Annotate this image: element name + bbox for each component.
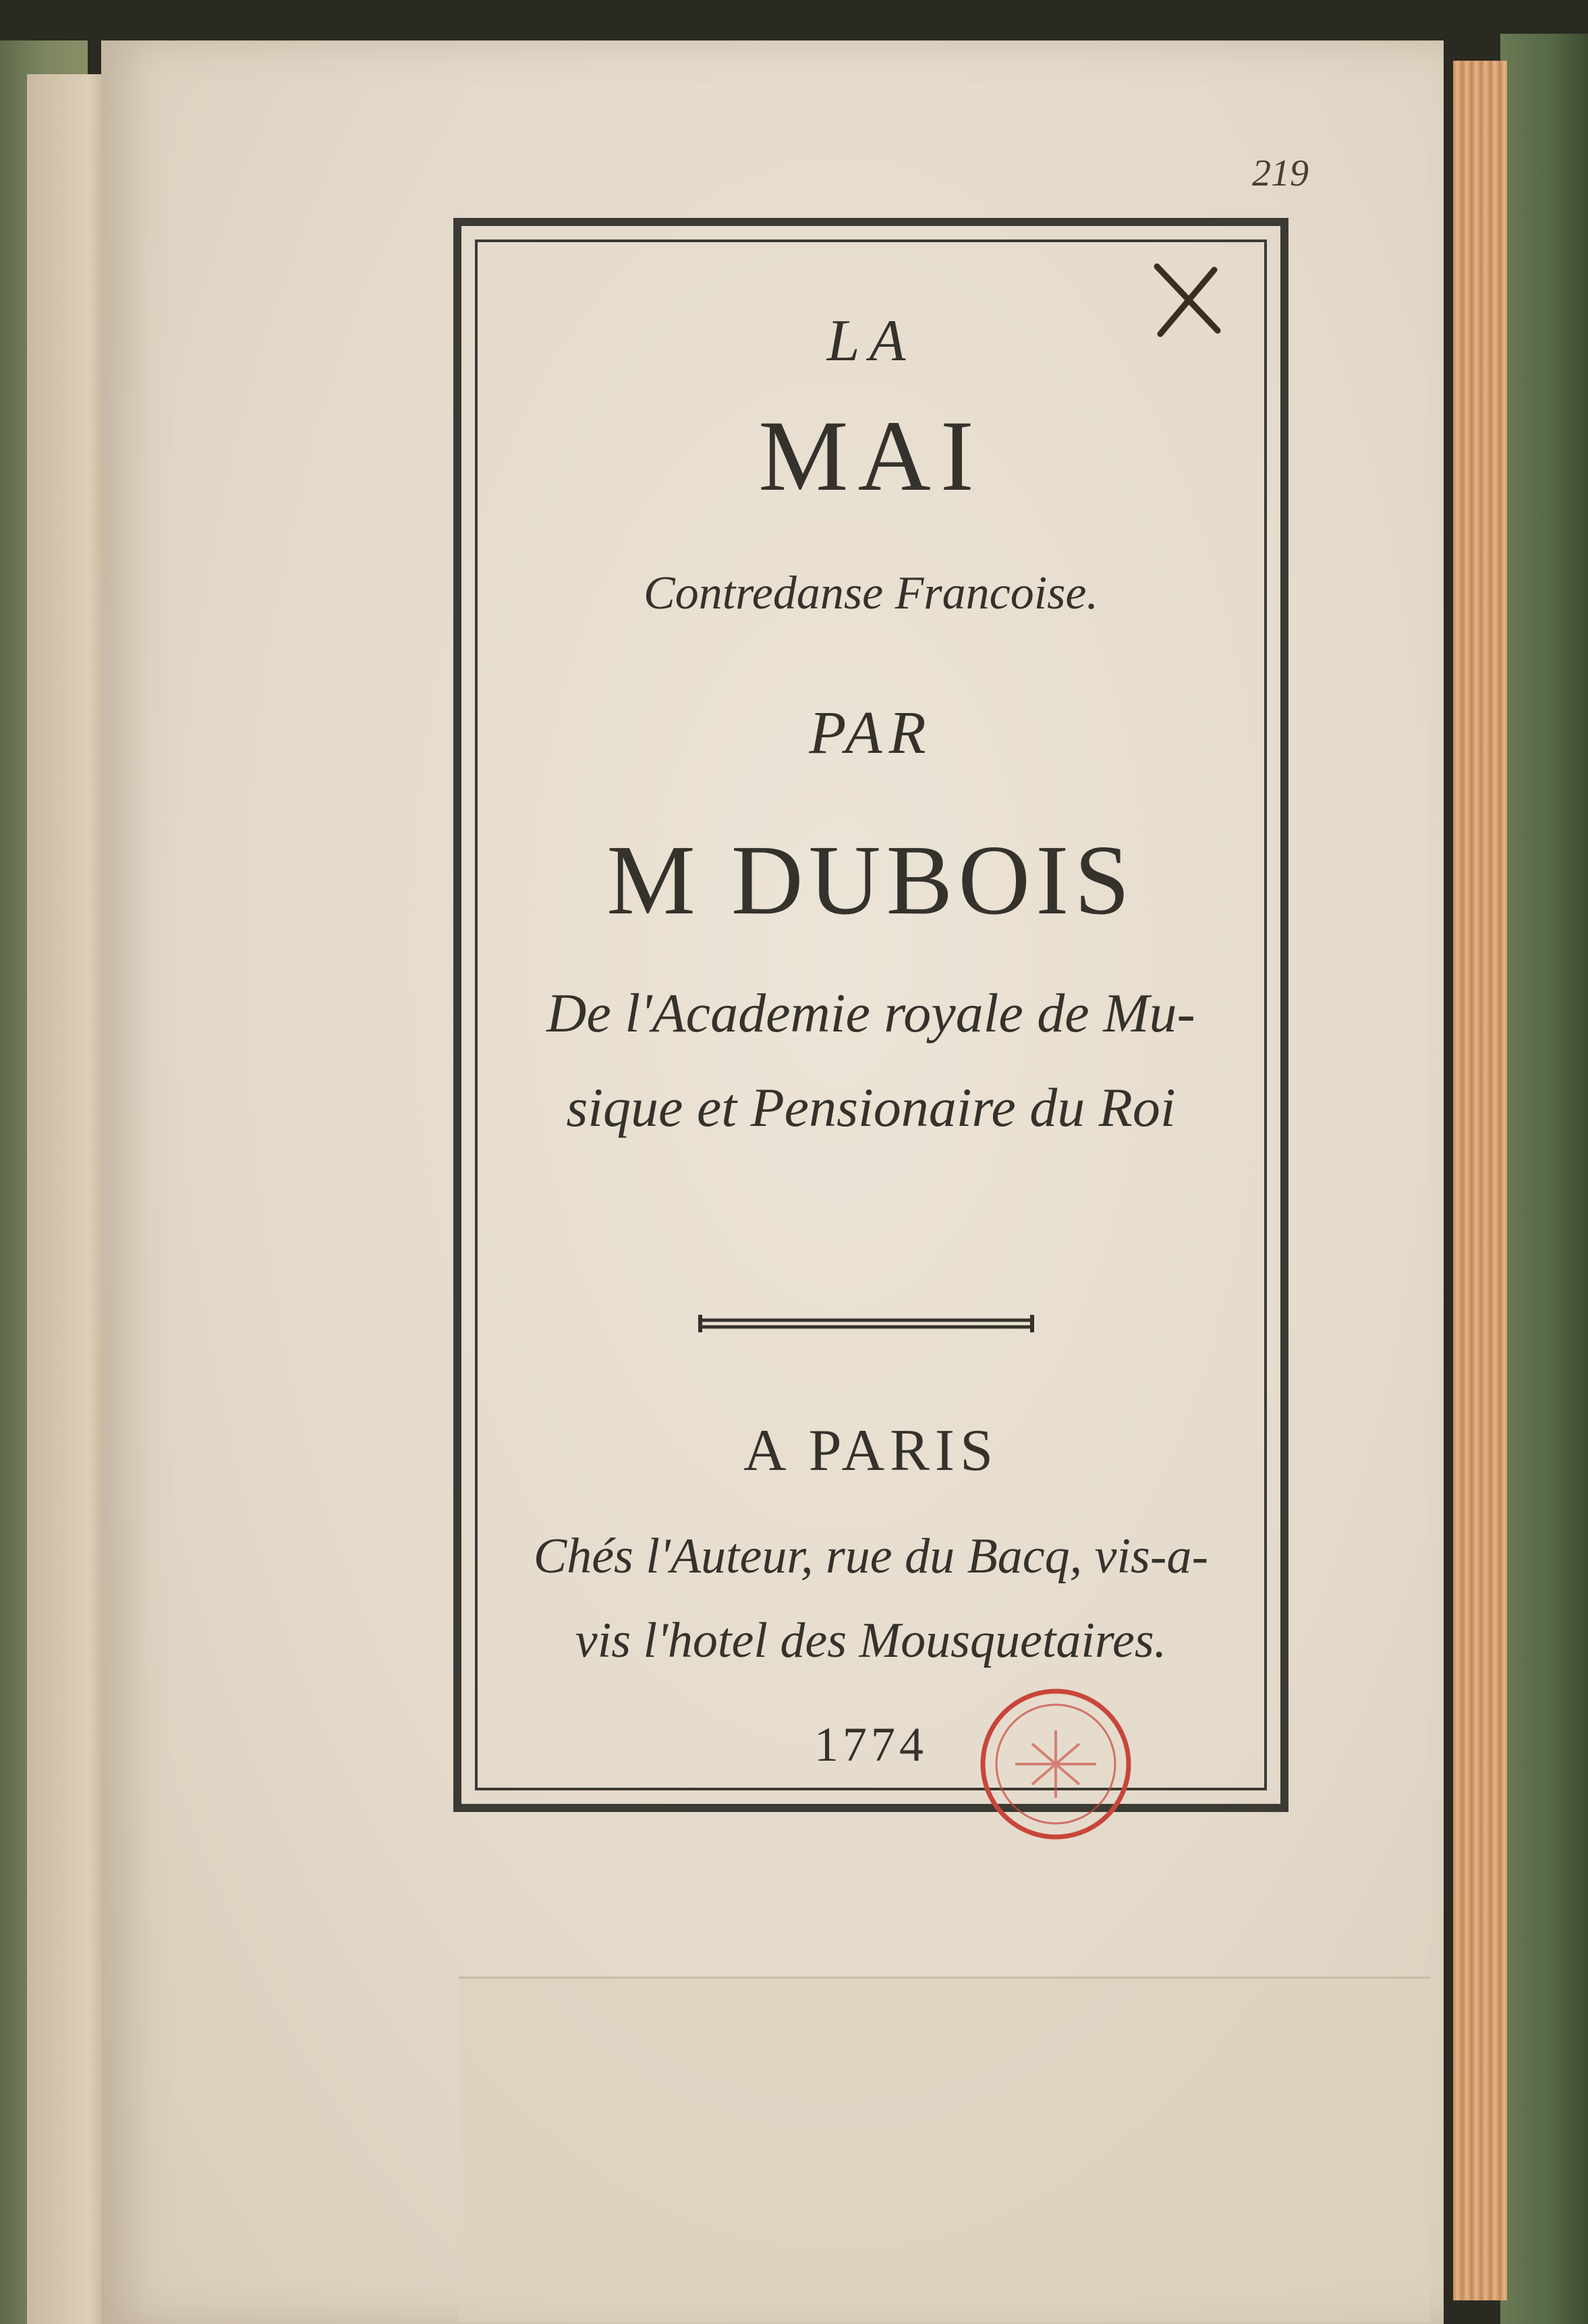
- decorative-rule: [698, 1312, 1035, 1335]
- imprint-year: 1774: [814, 1718, 928, 1772]
- affiliation-line-1: De l'Academie royale de Mu-: [546, 982, 1195, 1044]
- imprint-address-line-1: Chés l'Auteur, rue du Bacq, vis-a-: [533, 1529, 1209, 1584]
- imprint-city: A PARIS: [743, 1418, 999, 1483]
- main-title: MAI: [758, 400, 984, 512]
- affiliation-line-2: sique et Pensionaire du Roi: [566, 1077, 1176, 1138]
- title-frame: [453, 218, 1288, 1812]
- by-line: PAR: [809, 700, 933, 766]
- genre-subtitle: Contredanse Francoise.: [644, 567, 1098, 619]
- imprint-address-line-2: vis l'hotel des Mousquetaires.: [575, 1613, 1167, 1668]
- page-number: 219: [1252, 152, 1309, 194]
- repair-paper-strip: [459, 1977, 1430, 2323]
- title-line: LA: [826, 308, 915, 374]
- author-name: M DUBOIS: [606, 825, 1135, 936]
- right-cover: [1500, 34, 1588, 2324]
- library-stamp-icon: [975, 1683, 1137, 1845]
- page-stack-edges: [1453, 61, 1507, 2300]
